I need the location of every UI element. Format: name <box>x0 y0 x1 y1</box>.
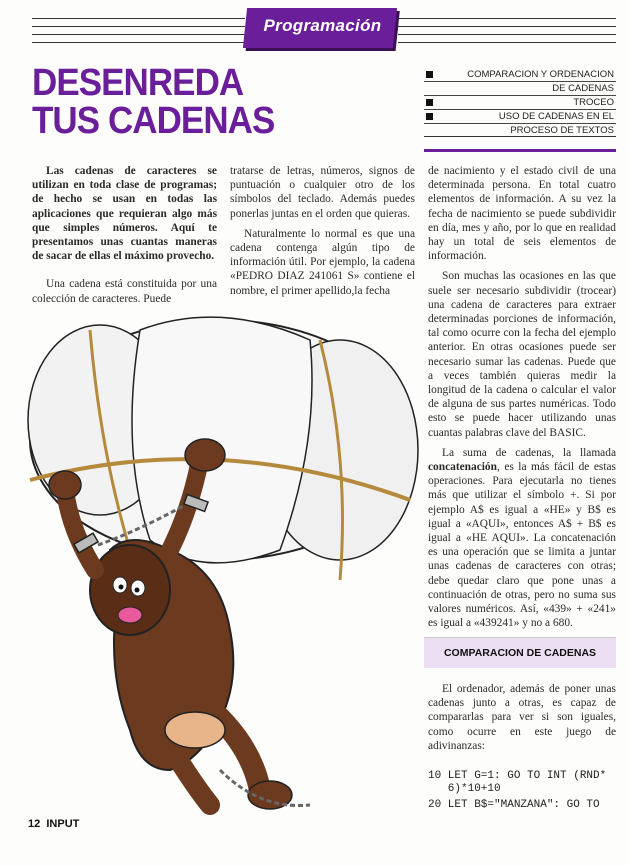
body-paragraph: de nacimiento y el estado civil de una determinada persona. En total cuatro elementos de información. A su vez la fecha de nacimiento se puede subdividir en día, mes y año, por lo que en realidad hay un total de seis elementos de información. <box>428 165 616 263</box>
toc-item <box>424 68 616 96</box>
section-tag: Programación <box>263 16 382 35</box>
toc-item-line: PROCESO DE TEXTOS <box>510 125 614 136</box>
header-rule <box>32 34 245 35</box>
header-rule <box>32 26 245 27</box>
toc-item <box>424 96 616 110</box>
toc-item <box>424 110 616 137</box>
header-rule <box>398 26 616 27</box>
body-text: La suma de cadenas, la llamada <box>442 446 616 459</box>
column-3-continued <box>428 682 616 759</box>
accent-rule <box>424 149 616 152</box>
code-line: 20 LET B$="MANZANA": GO TO <box>428 799 600 811</box>
magazine-name: INPUT <box>46 818 80 830</box>
code-line: 10 LET G=1: GO TO INT (RND* <box>428 770 607 782</box>
toc-item-line: COMPARACION Y ORDENACION <box>424 68 616 82</box>
body-paragraph: El ordenador, además de poner unas cadenas junto a otras, es capaz de compararlas para ver si son iguales, como ocurre en este juego de adivinanzas: <box>428 683 616 752</box>
toc-item-line: USO DE CADENAS EN EL <box>424 110 616 124</box>
body-paragraph <box>428 446 616 631</box>
article-title-line1: DESENREDA <box>32 62 244 104</box>
sidebar-heading: COMPARACION DE CADENAS <box>443 647 597 659</box>
lead-paragraph: Las cadenas de caracteres se utilizan en toda clase de programas; de hecho se usan en todas las aplicaciones que requieran algo más que simples números. Aquí te presentamos unas cuantas maneras de sacar de ellas el máximo provecho. <box>32 165 217 263</box>
header-rule <box>398 42 616 43</box>
body-paragraph: Una cadena está constituida por una colección de caracteres. Puede <box>32 278 217 305</box>
page-number: 12 <box>28 818 41 830</box>
bullet-icon <box>426 99 433 106</box>
bullet-icon <box>426 113 433 120</box>
column-1 <box>32 164 217 312</box>
body-text: , es la más fácil de estas operaciones. Para ejecutarla no tienes más que utilizar el símbolo +. Si por ejemplo A$ es igual a «HE» y B$ es igual a «AQUI», entonces A$ + B$ es igual a «HE AQUI». La concatenación es una operación que se limita a juntar unas cadenas de caracteres con otras; debe quedar claro que pone unas a continuación de otras, pero no suma sus valores numéricos. Así, «439» + «241» es igual a «439241» y no a 680. <box>428 461 616 630</box>
column-2 <box>230 164 415 304</box>
code-line: 6)*10+10 <box>428 783 501 795</box>
page-footer <box>28 818 79 830</box>
sidebar-heading-box <box>424 637 616 668</box>
toc-item-line: DE CADENAS <box>552 83 614 94</box>
header-rule <box>32 42 245 43</box>
bullet-icon <box>426 71 433 78</box>
toc-bottom-rule <box>424 136 616 137</box>
body-paragraph: tratarse de letras, números, signos de puntuación o cualquier otro de los símbolos del teclado. Además puedes ponerlas juntas en el orden que quieras. <box>230 165 415 220</box>
column-3 <box>428 164 616 637</box>
body-paragraph: Son muchas las ocasiones en las que suele ser necesario subdividir (trocear) una cadena de caracteres para extraer determinadas porciones de información, tal como ocurre con la fecha del ejemplo anterior. En otras ocasiones puede ser necesario sumar las cadenas. Puede que a veces también quieras medir la longitud de la cadena o calcular el valor de alguna de sus partes numéricas. Todo esto se puede hacer utilizando unas cuantas palabras clave del BASIC. <box>428 270 616 439</box>
table-of-contents <box>424 68 616 137</box>
header-rule <box>32 18 245 19</box>
illustration-man-carrying-bundle <box>20 300 420 820</box>
article-title-line2: TUS CADENAS <box>32 100 275 142</box>
header-rule <box>398 18 616 19</box>
bold-term: concatenación <box>428 461 497 474</box>
toc-item-line: TROCEO <box>573 97 614 108</box>
body-paragraph: Naturalmente lo normal es que una cadena contenga algún tipo de información útil. Por ejemplo, la cadena «PEDRO DIAZ 241061 S» contiene el nombre, el primer apellido,la fecha <box>230 227 415 297</box>
header-rule <box>398 34 616 35</box>
